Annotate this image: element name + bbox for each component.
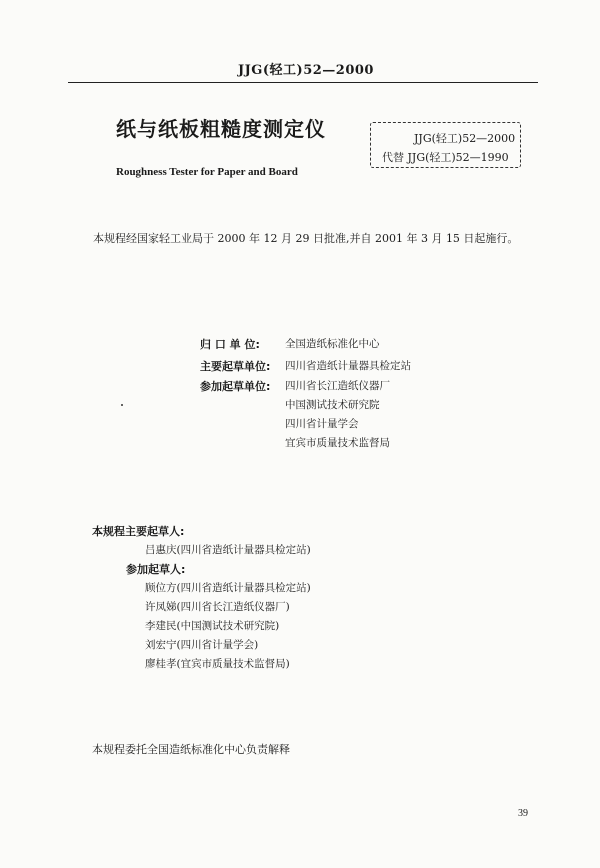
stray-mark bbox=[121, 404, 123, 406]
participating-unit-4: 宜宾市质量技术监督局 bbox=[285, 437, 390, 449]
standard-code-current: JJG(轻工)52—2000 bbox=[414, 132, 516, 145]
participating-drafters-label: 参加起草人: bbox=[126, 563, 186, 576]
approval-statement: 本规程经国家轻工业局于 2000 年 12 月 29 日批准,并自 2001 年 3 月 15 日起施行。 bbox=[93, 232, 519, 245]
page-number: 39 bbox=[518, 808, 528, 819]
participating-drafter-5: 廖桂孝(宜宾市质量技术监督局) bbox=[145, 658, 290, 670]
centralizing-unit-value: 全国造纸标准化中心 bbox=[285, 338, 380, 350]
participating-unit-1: 四川省长江造纸仪器厂 bbox=[285, 380, 390, 392]
participating-unit-3: 四川省计量学会 bbox=[285, 418, 359, 430]
participating-drafter-1: 顾位方(四川省造纸计量器具检定站) bbox=[145, 582, 311, 594]
main-drafters-label: 本规程主要起草人: bbox=[92, 525, 185, 538]
title-chinese: 纸与纸板粗糙度测定仪 bbox=[116, 117, 326, 141]
main-drafter-1: 吕惠庆(四川省造纸计量器具检定站) bbox=[145, 544, 311, 556]
participating-drafter-2: 许凤娣(四川省长江造纸仪器厂) bbox=[145, 601, 290, 613]
header-standard-code: JJG(轻工)52—2000 bbox=[238, 63, 374, 78]
interpretation-note: 本规程委托全国造纸标准化中心负责解释 bbox=[92, 743, 290, 756]
participating-drafter-3: 李建民(中国测试技术研究院) bbox=[145, 620, 280, 632]
centralizing-unit-label: 归 口 单 位: bbox=[200, 338, 260, 351]
standard-code-replaces: 代替 JJG(轻工)52—1990 bbox=[382, 151, 509, 164]
participating-units-label: 参加起草单位: bbox=[200, 380, 271, 393]
participating-drafter-4: 刘宏宁(四川省计量学会) bbox=[145, 639, 259, 651]
participating-unit-2: 中国测试技术研究院 bbox=[285, 399, 380, 411]
main-drafting-unit-value: 四川省造纸计量器具检定站 bbox=[285, 360, 411, 372]
main-drafting-unit-label: 主要起草单位: bbox=[200, 360, 271, 373]
title-english: Roughness Tester for Paper and Board bbox=[116, 166, 298, 178]
header-divider bbox=[68, 82, 538, 83]
